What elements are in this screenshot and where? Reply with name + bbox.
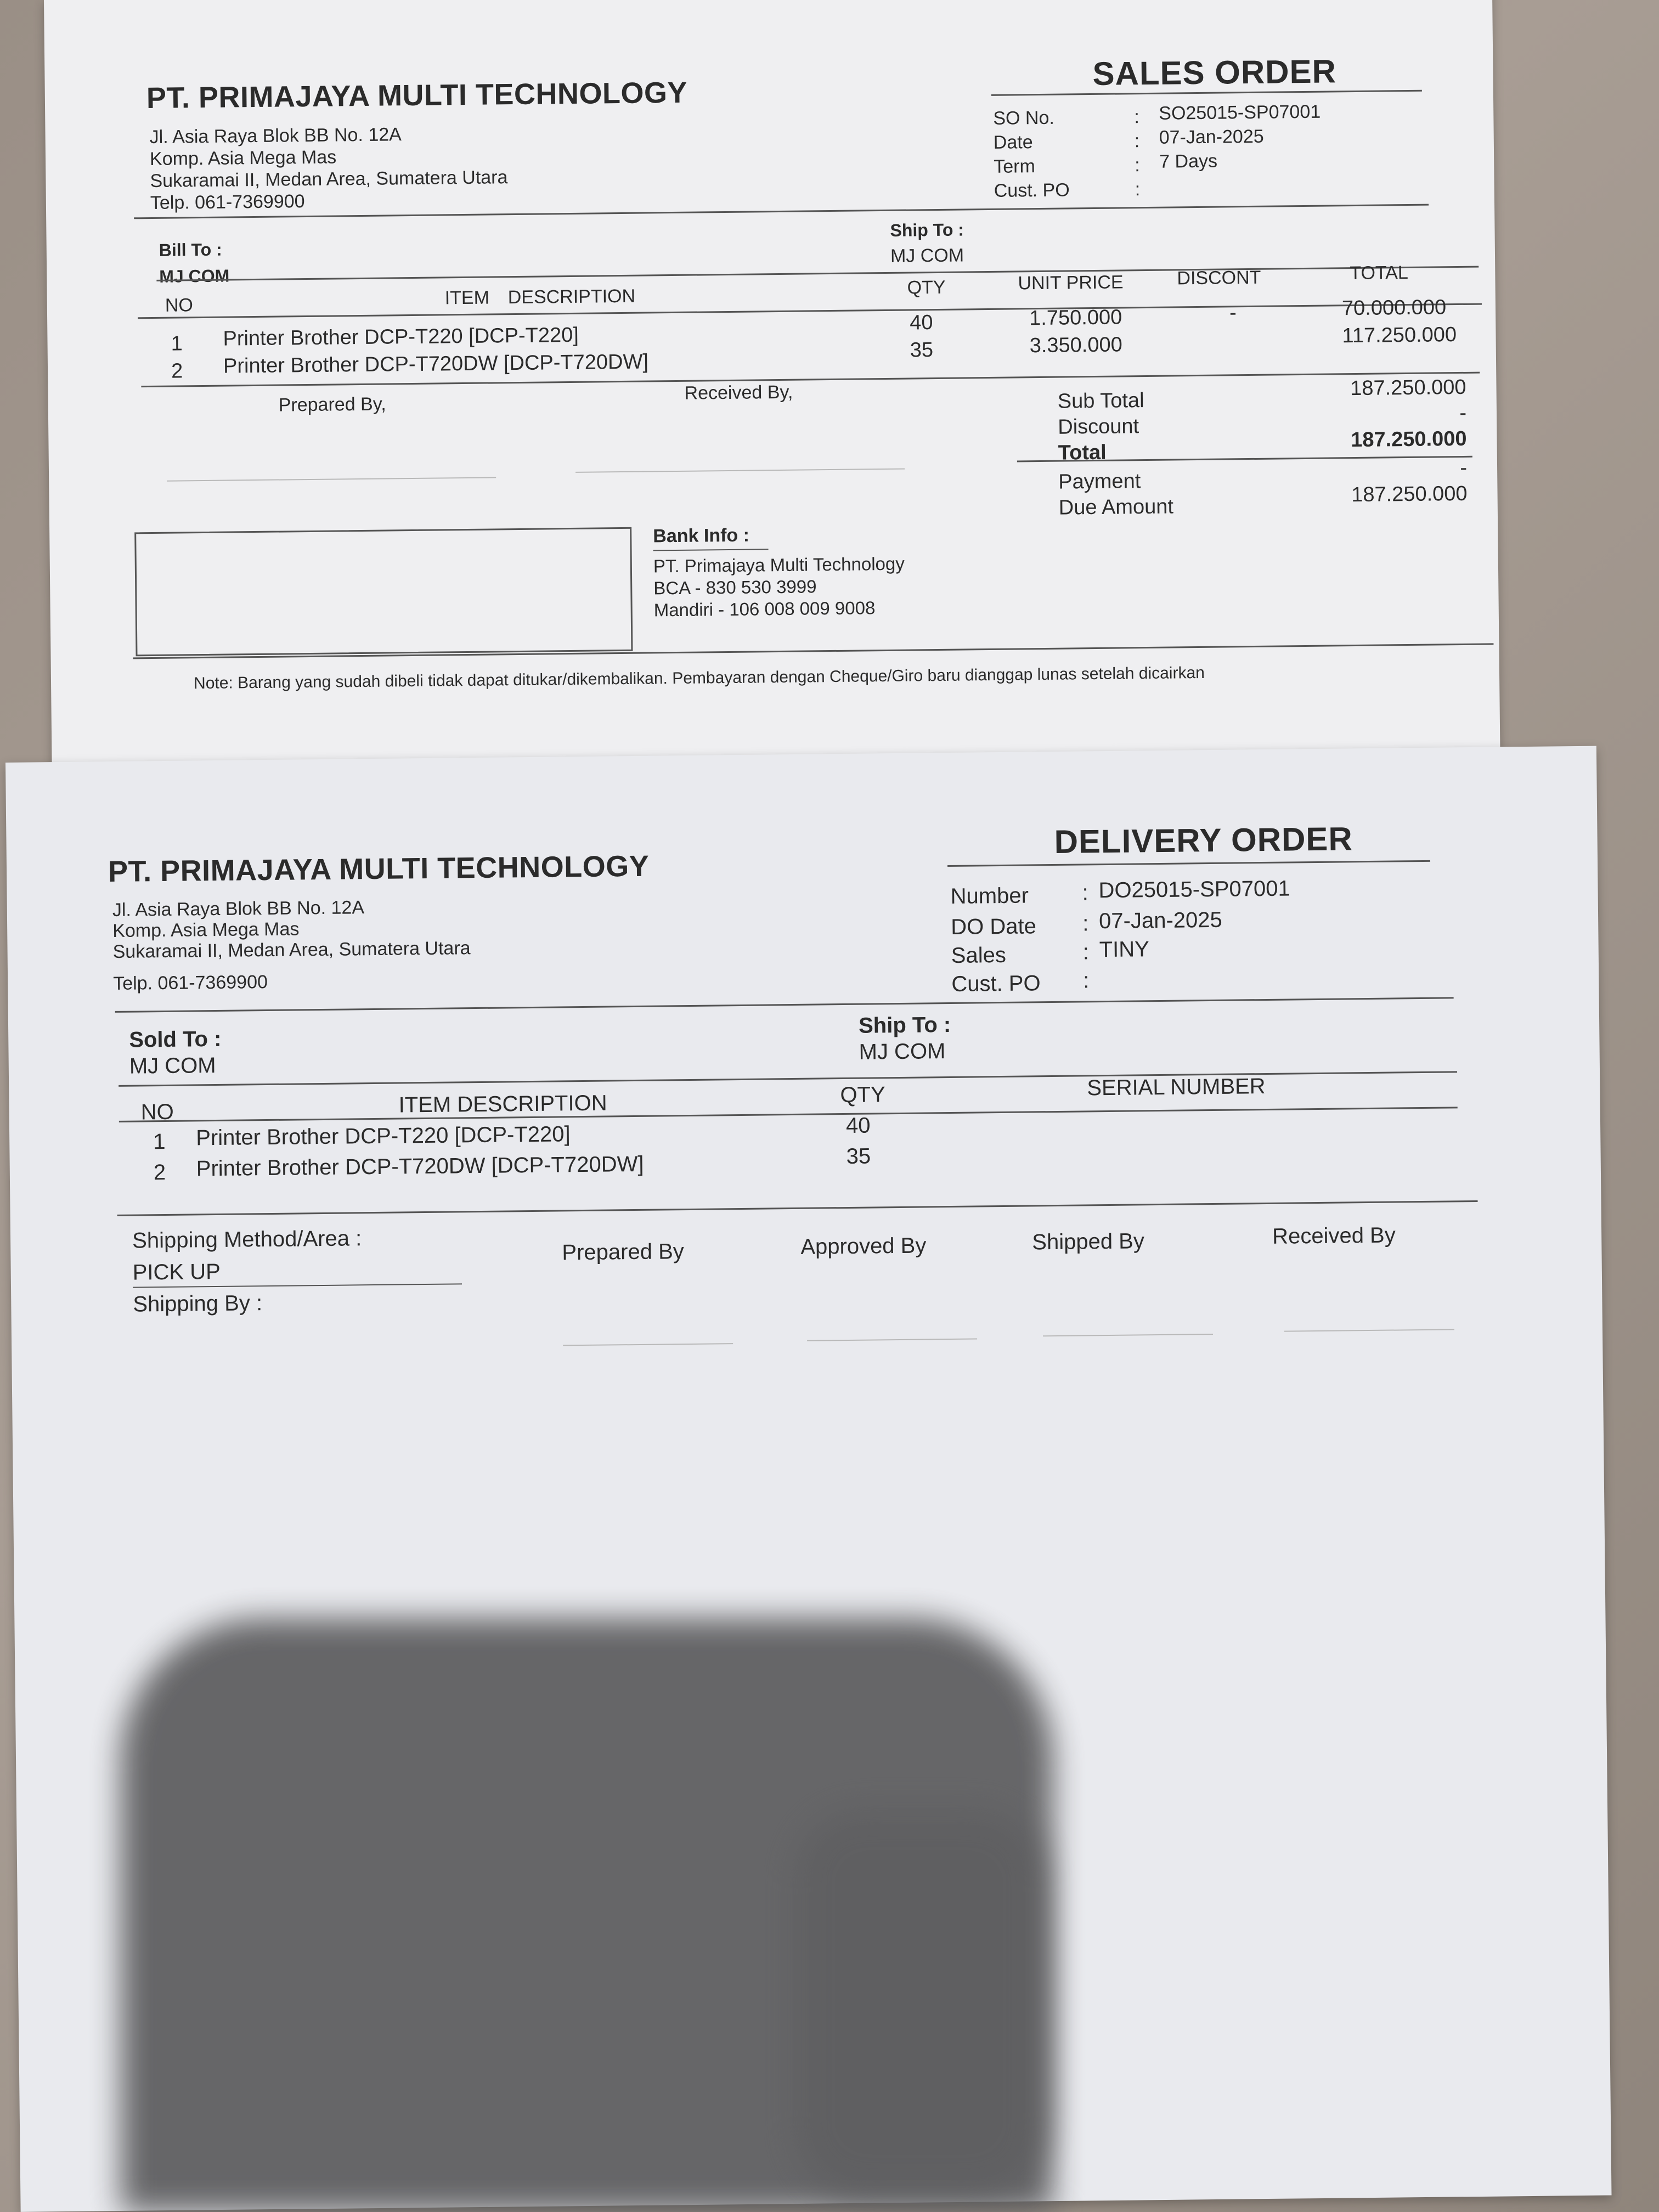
do-received-by: Received By: [1272, 1223, 1396, 1249]
so-row-total: 117.250.000: [1342, 323, 1457, 348]
so-custpo-label: Cust. PO: [994, 179, 1070, 201]
do-table-bottom-divider: [117, 1200, 1478, 1216]
so-address: [149, 122, 508, 214]
so-col-discount: DISCONT: [1177, 267, 1261, 289]
so-payment-label: Payment: [1058, 470, 1141, 494]
do-address: [112, 896, 471, 994]
so-discount-label: Discount: [1058, 415, 1139, 439]
do-sold-to-label: Sold To :: [129, 1026, 222, 1052]
so-bank-info: [653, 553, 905, 622]
so-row-total: 70.000.000: [1341, 296, 1447, 320]
so-row-description: Printer Brother DCP-T720DW [DCP-T720DW]: [223, 350, 649, 378]
do-prepared-by: Prepared By: [562, 1239, 684, 1265]
so-row-no: 2: [171, 359, 183, 383]
so-address-line: Komp. Asia Mega Mas: [149, 146, 337, 170]
do-row-no: 1: [153, 1129, 166, 1154]
do-address-line: Komp. Asia Mega Mas: [112, 918, 300, 941]
so-payment-value: -: [1460, 456, 1468, 480]
do-approved-by: Approved By: [800, 1233, 927, 1259]
so-date-label: Date: [993, 132, 1033, 153]
so-phone: Telp. 061-7369900: [150, 191, 305, 213]
so-row-qty: 35: [910, 338, 934, 362]
so-subtotal-label: Sub Total: [1057, 389, 1144, 413]
so-bank-account-name: PT. Primajaya Multi Technology: [653, 553, 905, 577]
do-shipping-method-label: Shipping Method/Area :: [132, 1226, 362, 1253]
so-note: Note: Barang yang sudah dibeli tidak dapat ditukar/dikembalikan. Pembayaran dengan Cheque/Giro baru dianggap lunas setelah dicairkan: [193, 663, 1205, 693]
so-col-item: ITEM: [444, 287, 490, 309]
do-shipped-sign-line: [1043, 1334, 1213, 1336]
do-received-sign-line: [1284, 1329, 1454, 1331]
so-company-name: PT. PRIMAJAYA MULTI TECHNOLOGY: [146, 76, 688, 115]
do-sales-label: Sales: [951, 943, 1007, 968]
so-col-no: NO: [165, 295, 194, 316]
do-meta-values: [1098, 874, 1291, 964]
so-row-qty: 40: [910, 311, 933, 335]
do-phone: Telp. 061-7369900: [113, 972, 268, 994]
do-meta-colons: : : : :: [1082, 881, 1090, 993]
do-col-qty: QTY: [840, 1082, 885, 1108]
sales-order-sheet: [44, 0, 1500, 768]
do-row-qty: 40: [845, 1113, 871, 1138]
do-ship-to-label: Ship To :: [858, 1012, 951, 1038]
do-shipping-method: PICK UP: [132, 1259, 221, 1285]
so-bank-info-underline: [653, 549, 769, 551]
so-subtotal-value: 187.250.000: [1350, 375, 1466, 400]
so-term-label: Term: [994, 156, 1036, 177]
so-title: SALES ORDER: [1092, 53, 1337, 92]
so-col-qty: QTY: [907, 276, 946, 298]
do-prepared-sign-line: [563, 1343, 733, 1346]
do-col-no: NO: [140, 1099, 174, 1125]
do-row-description: Printer Brother DCP-T720DW [DCP-T720DW]: [196, 1152, 644, 1181]
so-bill-to-label: Bill To :: [159, 239, 222, 260]
so-meta-values: [1159, 100, 1321, 174]
so-row-discount: -: [1229, 301, 1237, 325]
do-custpo-label: Cust. PO: [951, 971, 1041, 996]
do-meta-labels: [950, 881, 1040, 998]
so-summary-labels: [1058, 388, 1174, 521]
phone-shadow: [795, 1810, 1042, 2194]
so-meta-labels: [993, 105, 1070, 202]
do-approved-sign-line: [807, 1339, 977, 1341]
so-summary-values: [1329, 375, 1468, 509]
do-ship-to: MJ COM: [859, 1039, 946, 1064]
so-total-label: Total: [1058, 441, 1107, 465]
do-shipping-by-label: Shipping By :: [133, 1291, 263, 1317]
so-row-description: Printer Brother DCP-T220 [DCP-T220]: [223, 323, 579, 351]
do-number-label: Number: [950, 883, 1029, 909]
so-col-total: TOTAL: [1350, 262, 1408, 284]
so-total-value: 187.250.000: [1350, 427, 1467, 452]
so-term: 7 Days: [1159, 150, 1218, 172]
so-bank-bca: BCA - 830 530 3999: [653, 576, 817, 599]
so-due-amount-value: 187.250.000: [1351, 482, 1468, 507]
so-col-description: DESCRIPTION: [507, 285, 636, 308]
so-row-unit-price: 3.350.000: [1029, 333, 1122, 358]
so-bank-mandiri: Mandiri - 106 008 009 9008: [653, 597, 876, 620]
so-billto-divider: [156, 266, 1479, 281]
so-stamp-box: [134, 527, 633, 656]
so-prepared-by: Prepared By,: [278, 393, 386, 416]
so-due-amount-label: Due Amount: [1058, 495, 1174, 520]
do-table-header-divider: [119, 1107, 1458, 1122]
so-bill-to: MJ COM: [159, 266, 230, 286]
so-prepared-sign-line: [167, 477, 496, 481]
so-row-no: 1: [171, 332, 183, 356]
do-title: DELIVERY ORDER: [1054, 820, 1353, 860]
do-date: 07-Jan-2025: [1098, 907, 1222, 934]
so-col-unit-price: UNIT PRICE: [1018, 272, 1124, 294]
so-received-sign-line: [575, 469, 905, 473]
do-header-divider: [115, 997, 1454, 1013]
do-title-underline: [947, 860, 1430, 867]
do-row-no: 2: [153, 1160, 166, 1185]
so-ship-to: MJ COM: [890, 245, 964, 267]
so-discount-value: -: [1459, 401, 1467, 425]
so-no-label: SO No.: [993, 107, 1055, 129]
so-number: SO25015-SP07001: [1159, 101, 1321, 124]
do-row-description: Printer Brother DCP-T220 [DCP-T220]: [195, 1122, 571, 1150]
so-received-by: Received By,: [684, 381, 793, 404]
so-meta-colons: : : : :: [1134, 106, 1141, 200]
do-shipped-by: Shipped By: [1032, 1229, 1145, 1255]
so-table-header-divider: [138, 303, 1482, 319]
do-address-line: Sukaramai II, Medan Area, Sumatera Utara: [112, 938, 471, 962]
do-row-qty: 35: [846, 1144, 871, 1169]
do-address-line: Jl. Asia Raya Blok BB No. 12A: [112, 897, 365, 921]
do-sold-to: MJ COM: [129, 1053, 216, 1079]
so-row-unit-price: 1.750.000: [1029, 306, 1122, 330]
so-date: 07-Jan-2025: [1159, 126, 1264, 148]
do-company-name: PT. PRIMAJAYA MULTI TECHNOLOGY: [108, 849, 650, 889]
do-number: DO25015-SP07001: [1098, 876, 1290, 903]
do-sales: TINY: [1099, 937, 1150, 962]
so-bank-info-label: Bank Info :: [653, 524, 750, 547]
so-address-line: Sukaramai II, Medan Area, Sumatera Utara: [150, 167, 508, 191]
so-address-line: Jl. Asia Raya Blok BB No. 12A: [149, 124, 402, 148]
do-date-label: DO Date: [951, 914, 1037, 939]
do-col-item-description: ITEM DESCRIPTION: [398, 1091, 607, 1118]
do-col-serial-number: SERIAL NUMBER: [1087, 1074, 1266, 1101]
so-ship-to-label: Ship To :: [890, 219, 964, 240]
